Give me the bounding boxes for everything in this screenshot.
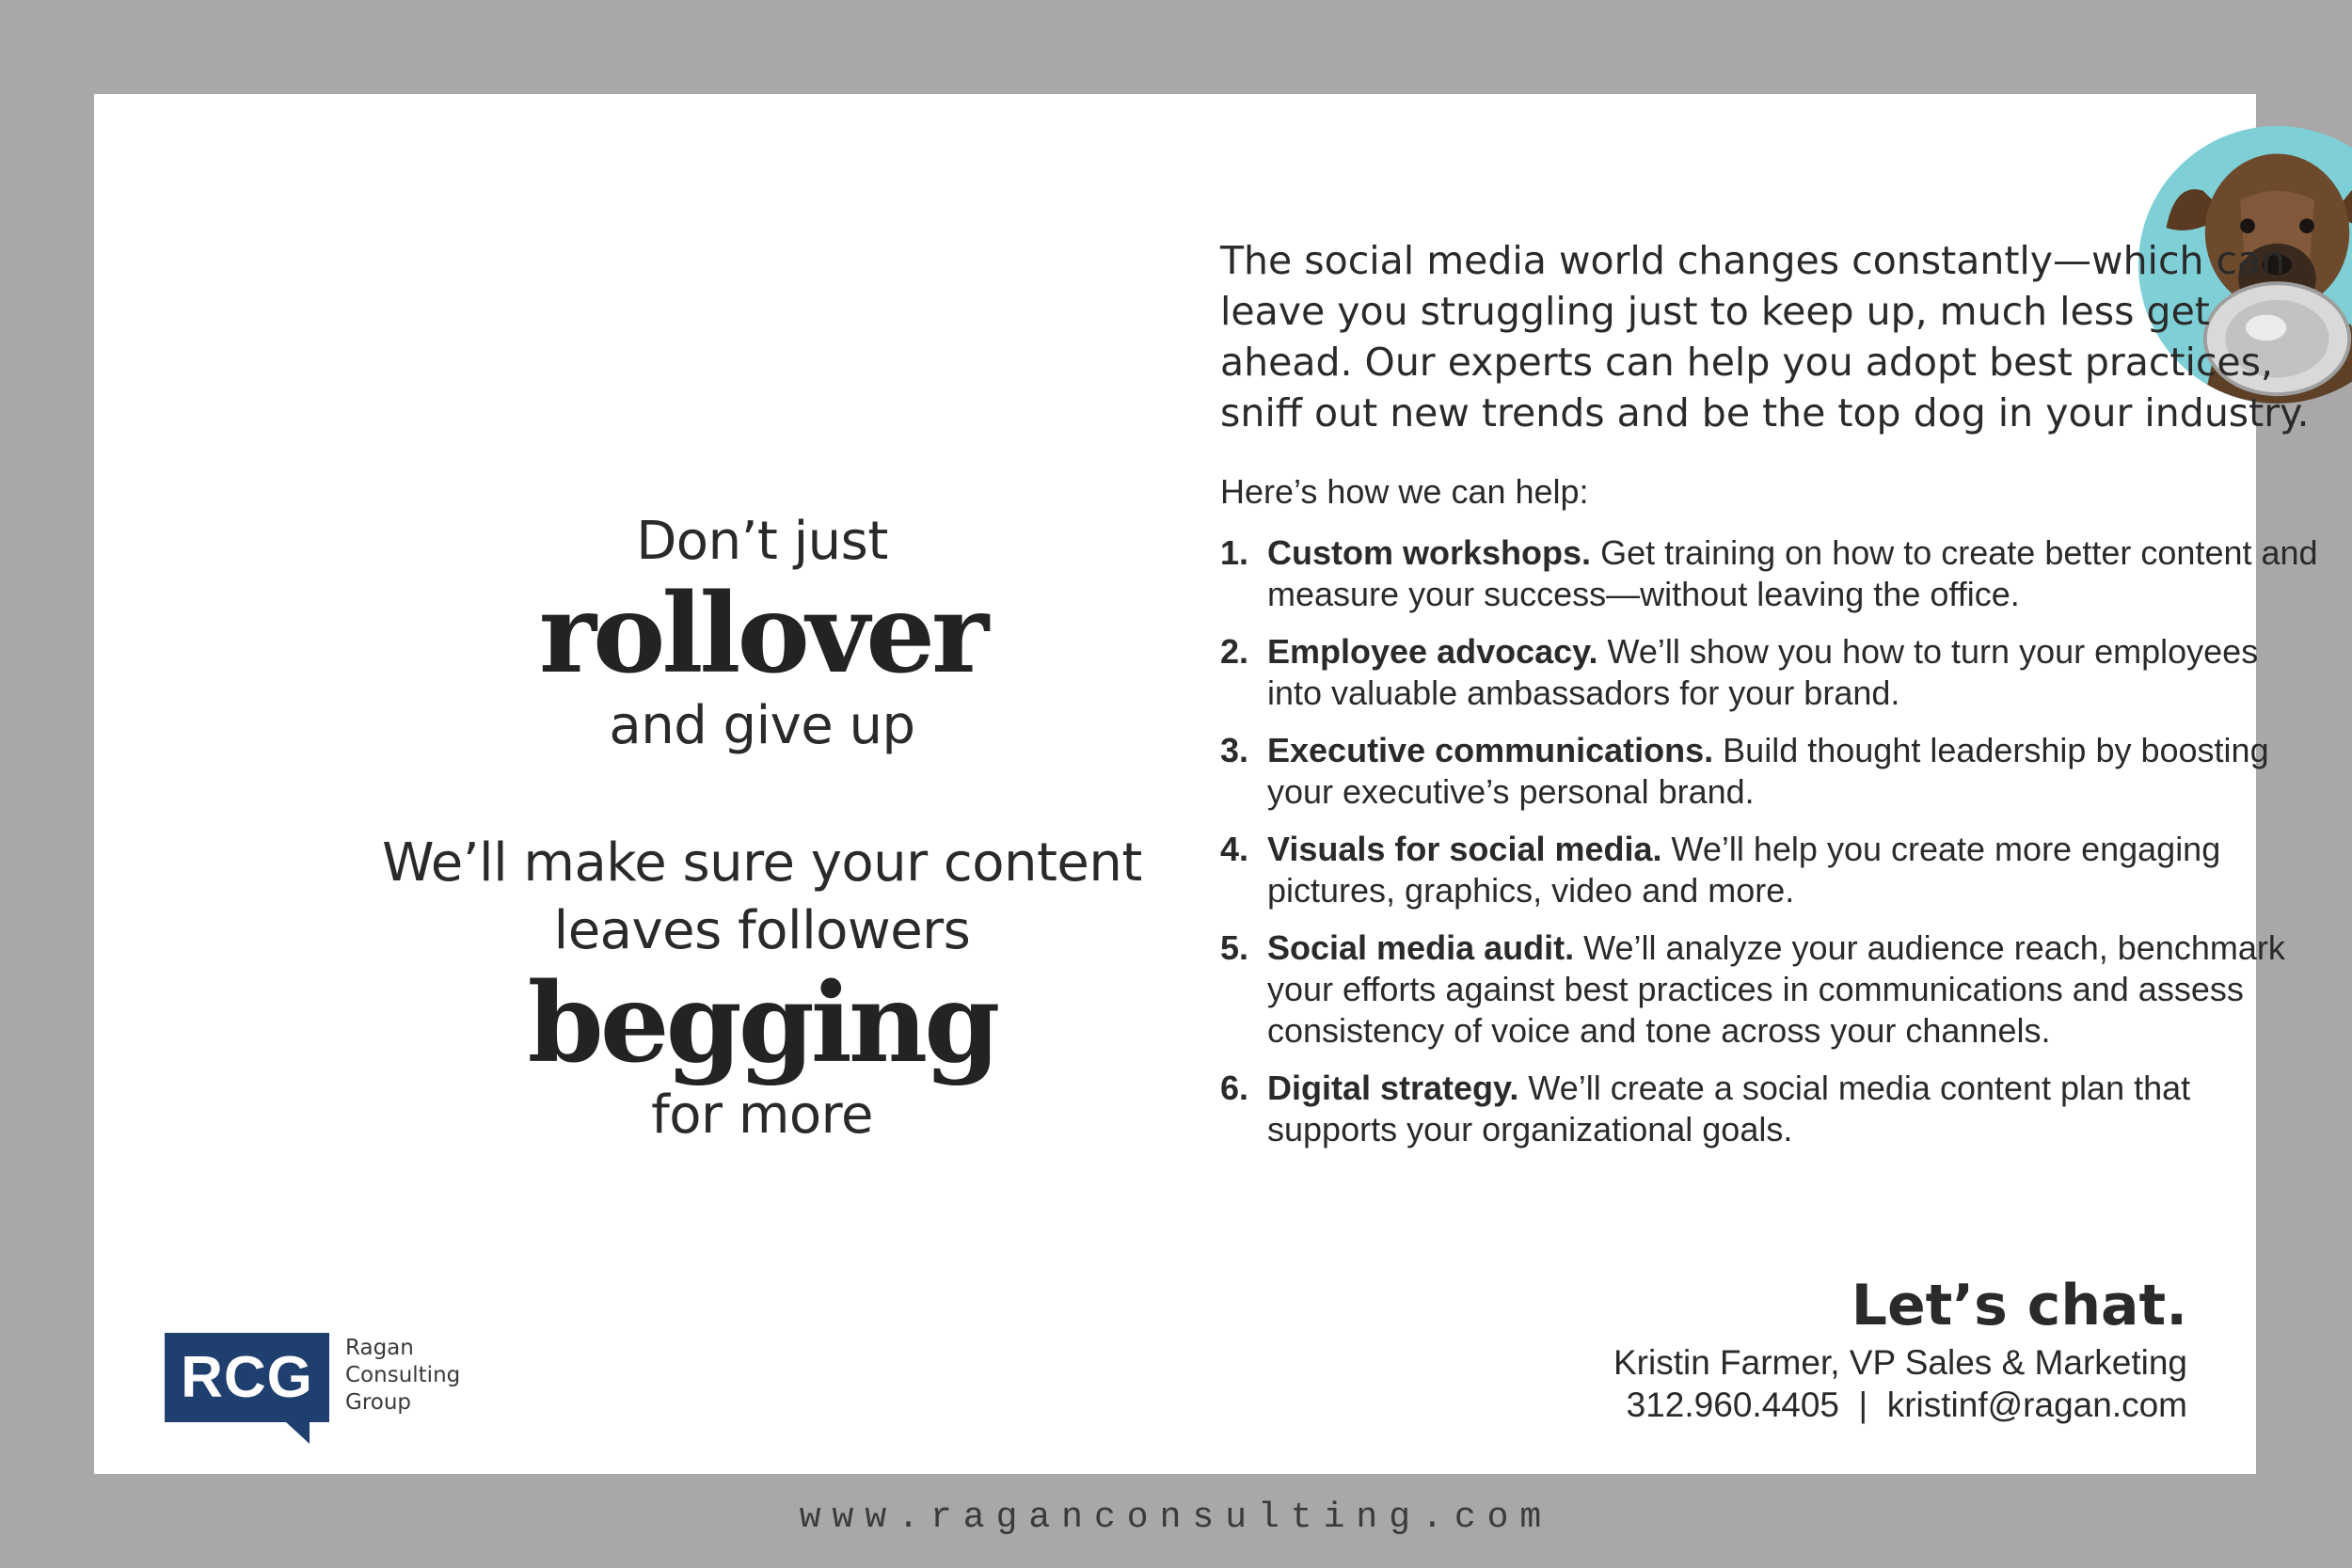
contact-name: Kristin Farmer, VP Sales & Marketing: [1613, 1343, 2187, 1382]
services-list: [1220, 532, 2321, 1150]
list-item: [1220, 730, 2321, 813]
item-title: Custom workshops.: [1267, 533, 1592, 572]
rcg-logo: [165, 1333, 485, 1446]
item-text: Get training on how to create better content and measure your success—without leaving the office.: [1267, 533, 2318, 613]
headline-block: [282, 508, 1242, 1149]
item-number: 5.: [1220, 928, 1249, 967]
item-number: 2.: [1220, 632, 1249, 671]
logo-wordmark: [345, 1335, 460, 1417]
contact-block: [1613, 1270, 2187, 1426]
intro-paragraph: The social media world changes constantly—which can leave you struggling just to keep up, much less get ahead. Our experts can help you adopt best practices, sniff out new trends and be the top dog in your industry.: [1220, 238, 2310, 436]
item-number: 3.: [1220, 731, 1249, 769]
item-title: Executive communications.: [1267, 731, 1714, 769]
item-text: We’ll analyze your audience reach, benchmark your efforts against best practices in communications and assess consistency of voice and tone across your channels.: [1267, 928, 2285, 1050]
headline-rollover: rollover: [538, 570, 986, 698]
item-text: Build thought leadership by boosting your executive’s personal brand.: [1267, 731, 2269, 811]
headline-line-7: for more: [651, 1085, 873, 1146]
item-title: Digital strategy.: [1267, 1069, 1519, 1107]
item-text: We’ll show you how to turn your employees into valuable ambassadors for your brand.: [1267, 632, 2259, 712]
flyer-card: [94, 94, 2318, 1474]
item-title: Visuals for social media.: [1267, 830, 1662, 868]
logo-line-1: Ragan: [345, 1336, 414, 1360]
headline-line-1: Don’t just: [636, 511, 888, 572]
item-number: 4.: [1220, 830, 1249, 868]
services-block: [1220, 235, 2321, 1166]
headline-line-5: leaves followers: [553, 900, 971, 961]
item-title: Employee advocacy.: [1267, 632, 1598, 671]
item-title: Social media audit.: [1267, 928, 1575, 967]
list-item: [1220, 829, 2321, 911]
headline-begging: begging: [527, 959, 997, 1087]
headline-line-3: and give up: [609, 695, 915, 756]
item-number: 6.: [1220, 1069, 1249, 1107]
item-text: We’ll create a social media content plan that supports your organizational goals.: [1267, 1069, 2191, 1148]
logo-mark: RCG: [165, 1333, 329, 1422]
contact-heading: Let’s chat.: [1851, 1273, 2187, 1338]
website-url[interactable]: www.raganconsulting.com: [799, 1497, 1553, 1538]
logo-speech-tail: [285, 1421, 310, 1444]
help-heading: Here’s how we can help:: [1220, 472, 1589, 511]
list-item: [1220, 631, 2321, 714]
contact-phone-email[interactable]: 312.960.4405 | kristinf@ragan.com: [1626, 1386, 2187, 1424]
logo-line-3: Group: [345, 1390, 412, 1415]
headline-line-4: We’ll make sure your content: [382, 832, 1142, 894]
list-item: [1220, 532, 2321, 615]
list-item: [1220, 1068, 2321, 1150]
item-text: We’ll help you create more engaging pictures, graphics, video and more.: [1267, 830, 2221, 910]
list-item: [1220, 927, 2321, 1052]
logo-line-2: Consulting: [345, 1363, 461, 1387]
item-number: 1.: [1220, 533, 1249, 572]
